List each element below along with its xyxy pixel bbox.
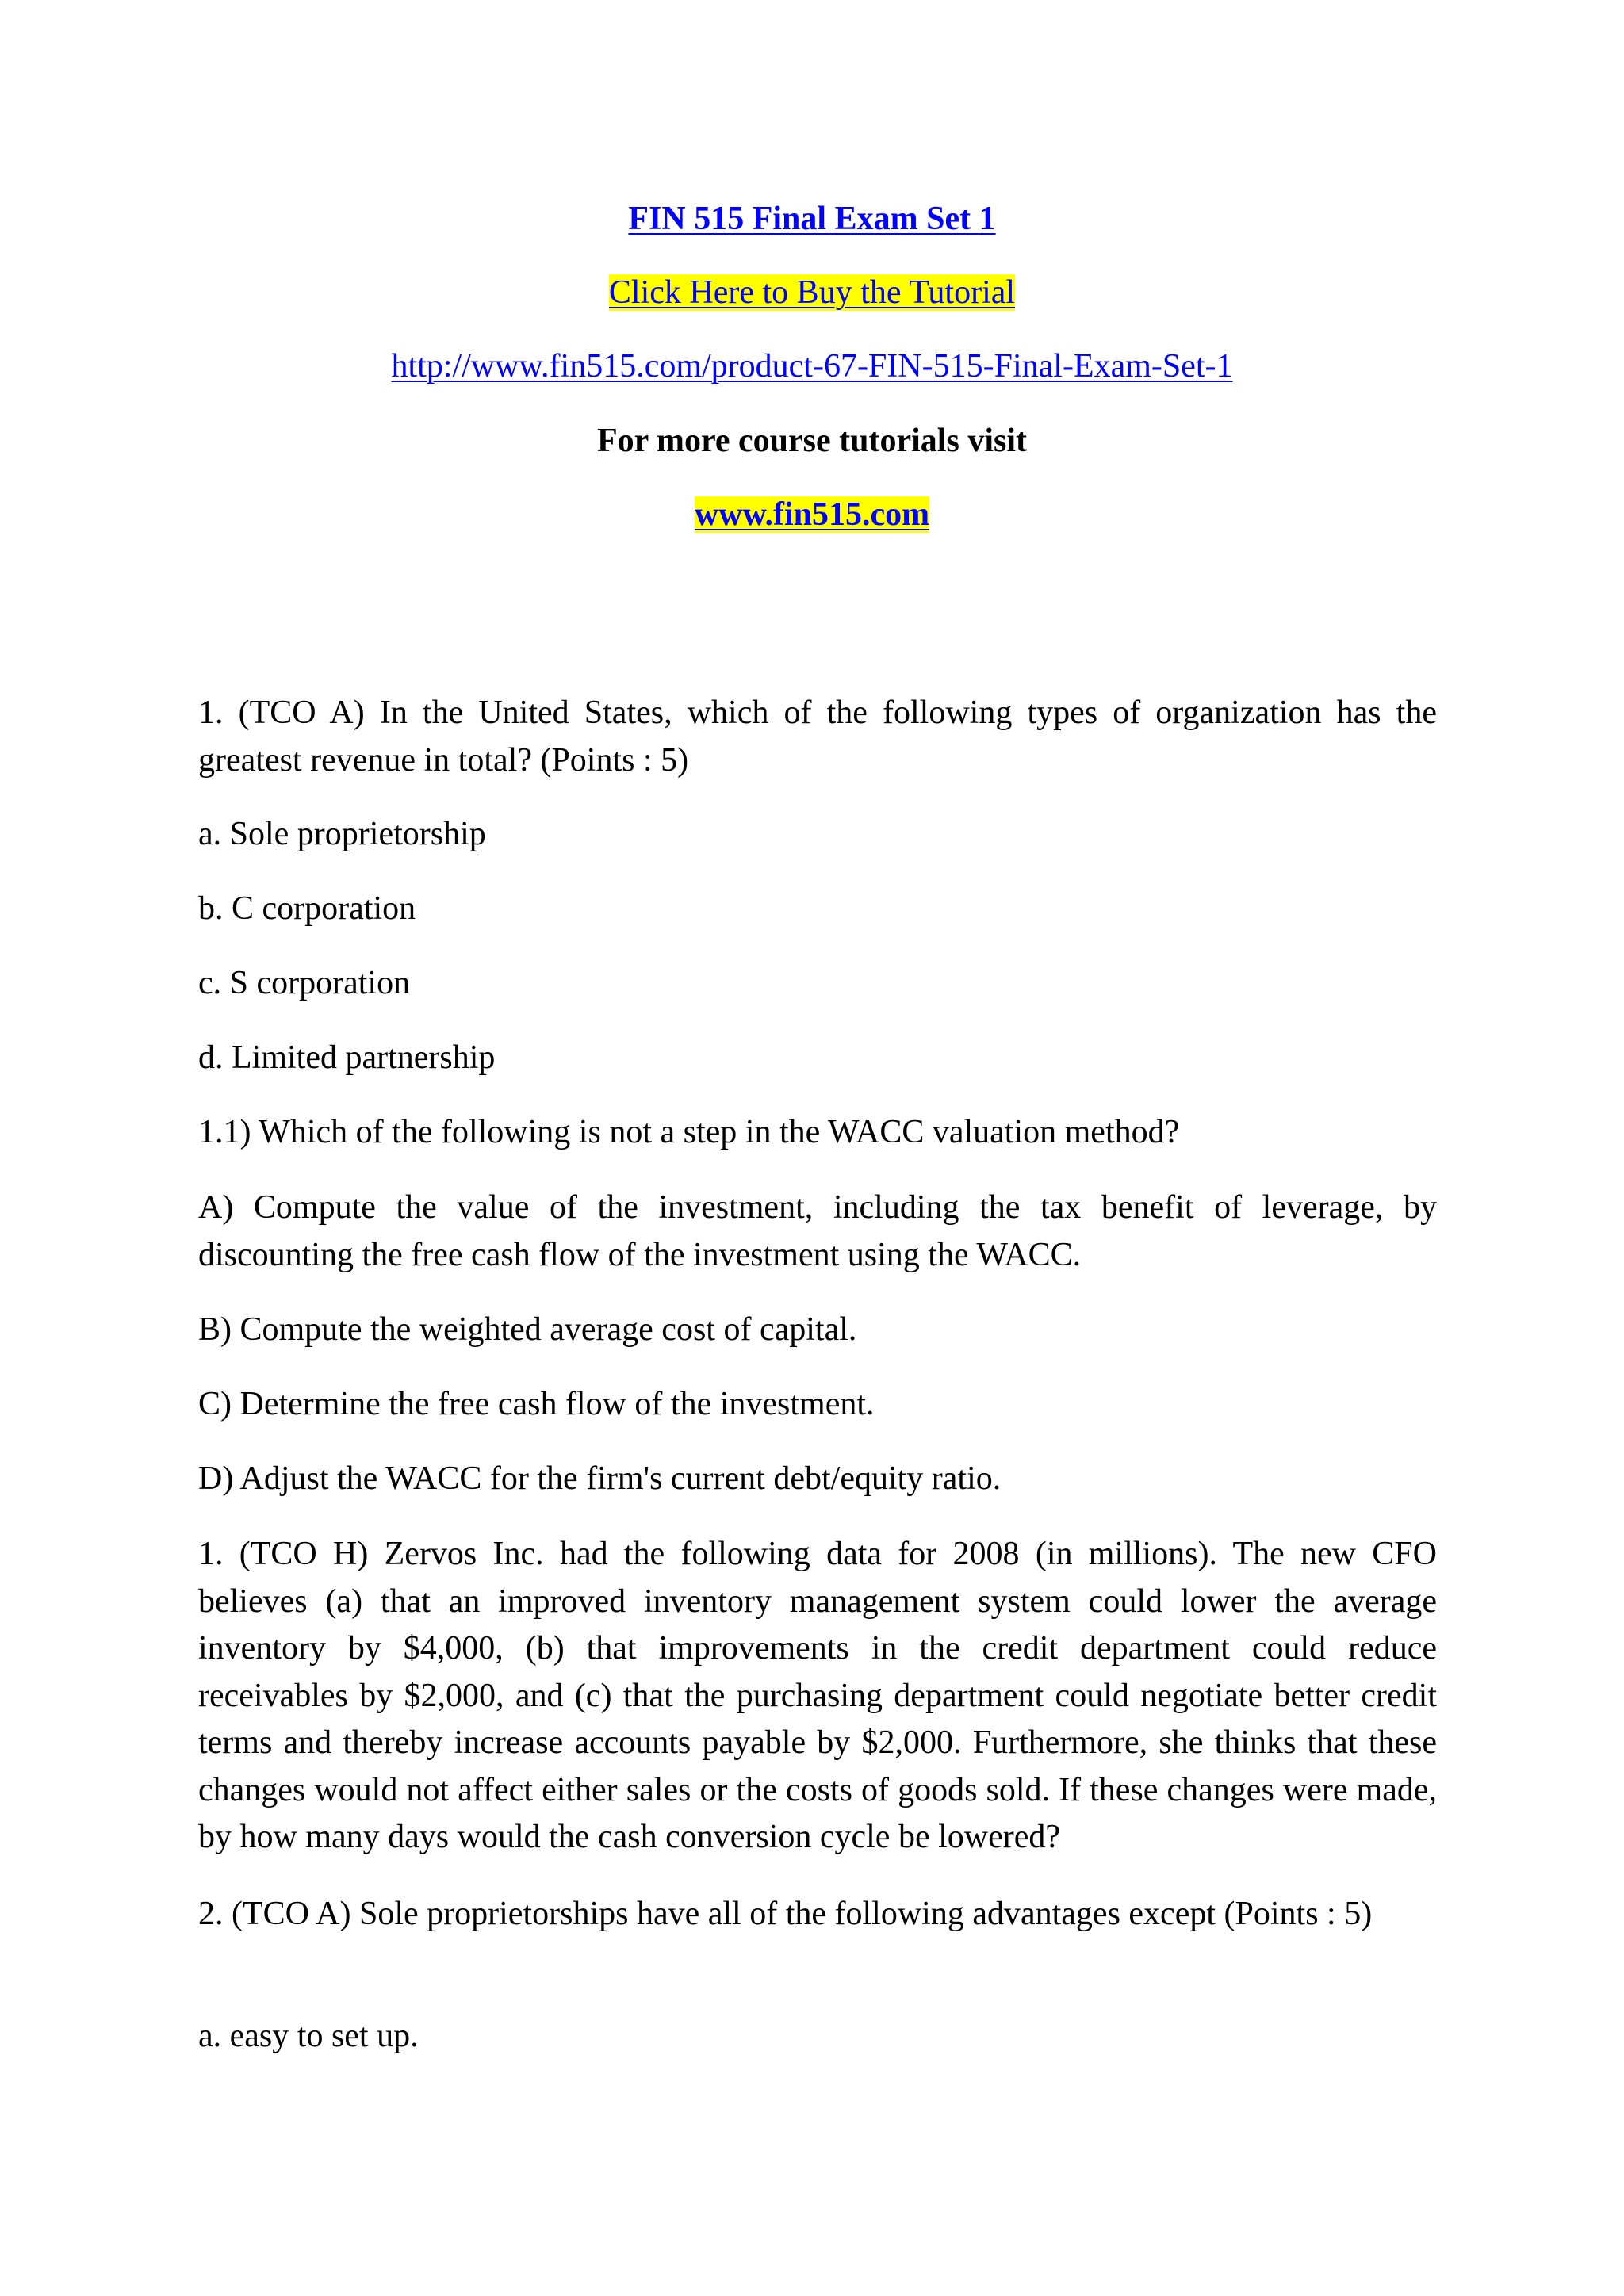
buy-line <box>0 272 1624 313</box>
site-url-line <box>0 494 1624 535</box>
question-2-option-a: a. easy to set up. <box>198 2018 419 2054</box>
question-1 <box>198 690 1437 784</box>
question-2: 2. (TCO A) Sole proprietorships have all of the following advantages except (Points : 5) <box>198 1896 1373 1932</box>
title-link[interactable]: FIN 515 Final Exam Set 1 <box>628 201 996 237</box>
question-1-text: 1. (TCO A) In the United States, which of the following types of organization has the greatest revenue in total? (Points : 5) <box>198 695 1437 779</box>
question-1-option-d: d. Limited partnership <box>198 1039 496 1076</box>
question-1-1-option-a: A) Compute the value of the investment, including the tax benefit of leverage, by discounting the free cash flow of the investment using the WACC. <box>198 1189 1437 1273</box>
product-url-link[interactable]: http://www.fin515.com/product-67-FIN-515-Final-Exam-Set-1 <box>391 348 1233 385</box>
buy-tutorial-link[interactable]: Click Here to Buy the Tutorial <box>608 274 1016 311</box>
question-1-1-option-d: D) Adjust the WACC for the firm's current debt/equity ratio. <box>198 1460 1002 1497</box>
more-tutorials-text: For more course tutorials visit <box>596 423 1027 459</box>
title-line <box>0 198 1624 239</box>
question-1-1-option-b: B) Compute the weighted average cost of capital. <box>198 1311 857 1348</box>
question-1-option-a: a. Sole proprietorship <box>198 816 486 852</box>
question-1-1: 1.1) Which of the following is not a step in the WACC valuation method? <box>198 1114 1180 1150</box>
question-1-option-c: c. S corporation <box>198 965 411 1001</box>
site-url-link[interactable]: www.fin515.com <box>694 496 930 533</box>
question-1-option-b: b. C corporation <box>198 890 416 927</box>
question-1-1-option-c: C) Determine the free cash flow of the investment. <box>198 1386 875 1422</box>
question-tco-h: 1. (TCO H) Zervos Inc. had the following data for 2008 (in millions). The new CFO believes (a) that an improved inventory management system could lower the average inventory by $4,000, (b) that improvements in the credit department could reduce receivables by $2,000, and (c) that the purchasing department could negotiate better credit terms and thereby increase accounts payable by $2,000. Furthermore, she thinks that these changes would not affect either sales or the costs of goods sold. If these changes were made, by how many days would the cash conversion cycle be lowered? <box>198 1536 1437 1855</box>
product-url-line <box>0 346 1624 387</box>
